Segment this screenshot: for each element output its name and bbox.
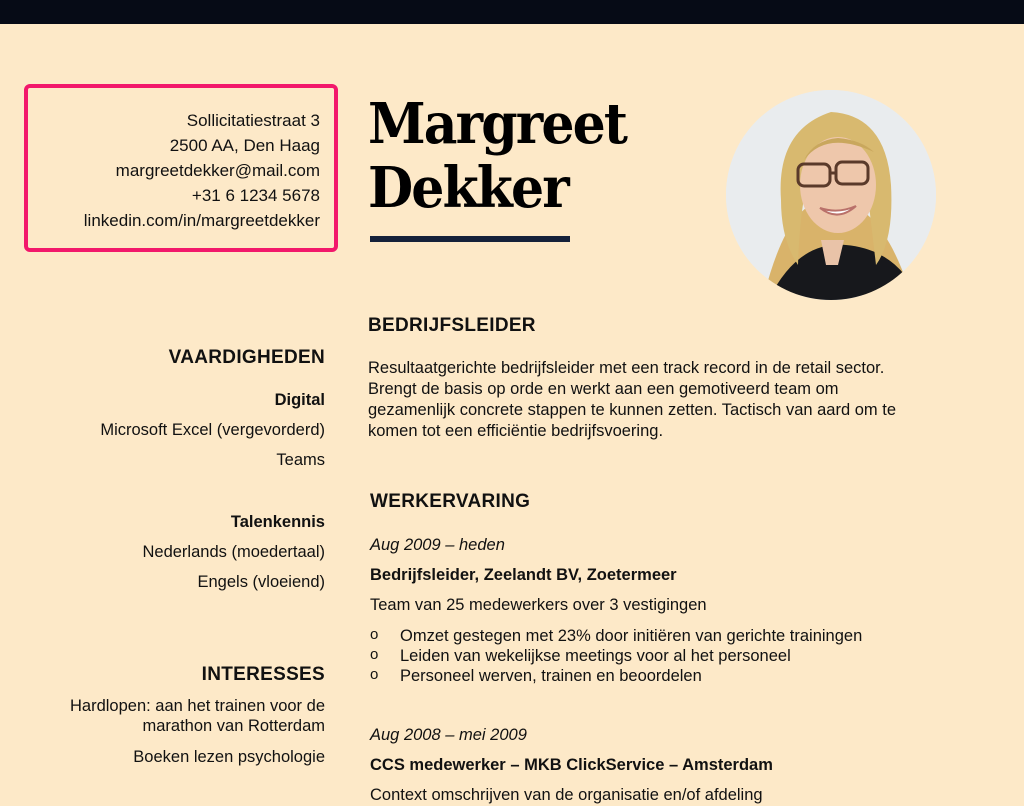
candidate-name xyxy=(368,92,626,220)
top-bar xyxy=(0,0,1024,24)
first-name: Margreet xyxy=(368,91,627,157)
profile-text xyxy=(368,358,896,442)
interests-title: INTERESSES xyxy=(201,664,325,685)
skill-item: Microsoft Excel (vergevorderd) xyxy=(100,421,325,439)
interest-item: Boeken lezen psychologie xyxy=(133,748,325,766)
email: margreetdekker@mail.com xyxy=(115,161,320,180)
last-name: Dekker xyxy=(368,155,568,221)
job-bullet: o Omzet gestegen met 23% door initiëren van gerichte trainingen xyxy=(368,626,862,646)
job-period: Aug 2009 – heden xyxy=(370,536,505,554)
job-description: Context omschrijven van de organisatie en/of afdeling xyxy=(370,786,763,804)
profile-photo xyxy=(726,90,936,300)
profile-line: Resultaatgerichte bedrijfsleider met een track record in de retail sector. xyxy=(368,359,885,377)
interest-item: marathon van Rotterdam xyxy=(142,717,325,735)
skill-item: Nederlands (moedertaal) xyxy=(142,543,325,561)
phone: +31 6 1234 5678 xyxy=(191,186,320,205)
interest-item: Hardlopen: aan het trainen voor de xyxy=(69,697,325,715)
address-street: Sollicitatiestraat 3 xyxy=(186,111,320,130)
job-role: Bedrijfsleider, Zeelandt BV, Zoetermeer xyxy=(370,566,677,584)
skills-group-heading: Talenkennis xyxy=(230,513,325,531)
job-bullet: o Leiden van wekelijkse meetings voor al het personeel xyxy=(368,646,862,666)
job-period: Aug 2008 – mei 2009 xyxy=(370,726,527,744)
address-city: 2500 AA, Den Haag xyxy=(169,136,320,155)
skill-item: Teams xyxy=(276,451,325,469)
job-bullets xyxy=(368,626,862,686)
experience-title: WERKERVARING xyxy=(370,491,531,512)
job-role: CCS medewerker – MKB ClickService – Amsterdam xyxy=(370,756,773,774)
skill-item: Engels (vloeiend) xyxy=(197,573,325,591)
profile-title: BEDRIJFSLEIDER xyxy=(368,315,536,336)
contact-box xyxy=(24,84,338,252)
profile-line: komen tot een efficiëntie bedrijfsvoering. xyxy=(368,422,664,440)
job-bullet: o Personeel werven, trainen en beoordelen xyxy=(368,666,862,686)
skills-group-heading: Digital xyxy=(274,391,325,409)
job-description: Team van 25 medewerkers over 3 vestigingen xyxy=(370,596,707,614)
skills-title: VAARDIGHEDEN xyxy=(168,347,325,368)
linkedin: linkedin.com/in/margreetdekker xyxy=(83,211,320,230)
profile-line: Brengt de basis op orde en werkt aan een gemotiveerd team om xyxy=(368,380,839,398)
name-underline xyxy=(370,236,570,242)
profile-line: gezamenlijk concrete stappen te kunnen zetten. Tactisch van aard om te xyxy=(368,401,897,419)
